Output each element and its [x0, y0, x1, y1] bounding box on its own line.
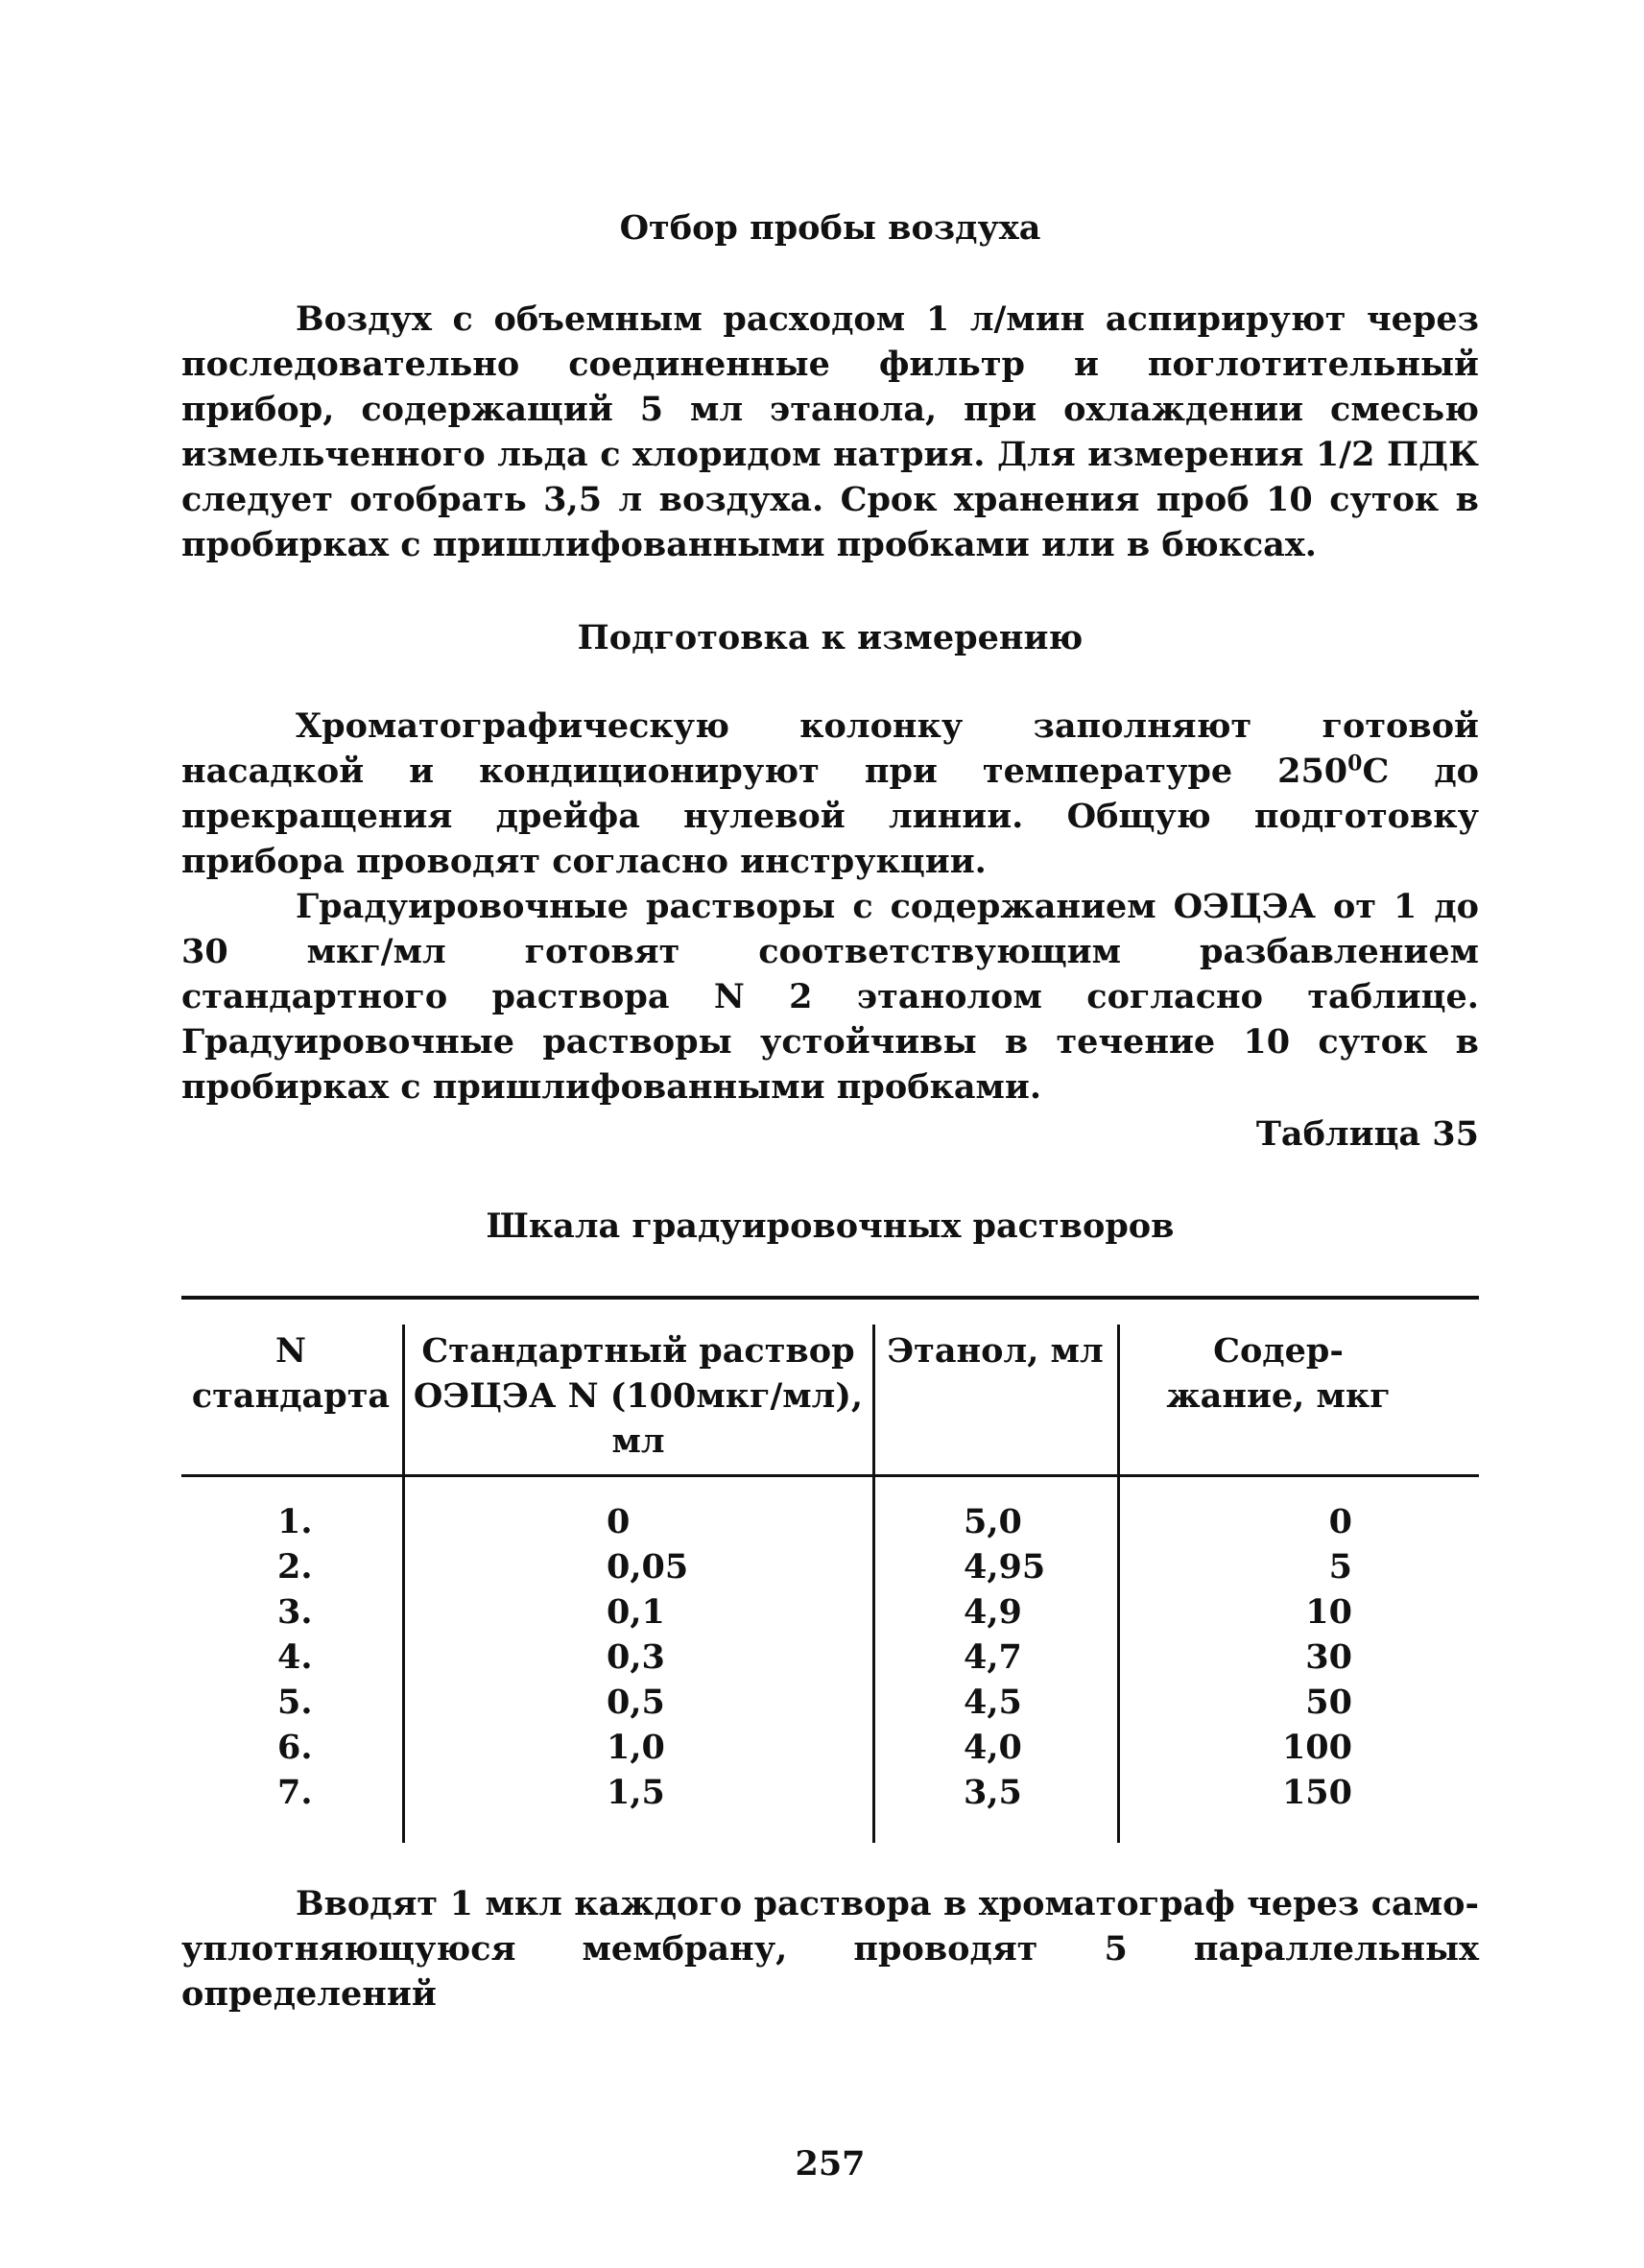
table-cell: 1.: [277, 1502, 313, 1541]
paragraph-air-sampling: Воздух с объемным расходом 1 л/мин аспирируют через последовательно соединенные фильтр и поглотительный прибор, содержащий 5 мл этанола, при охлаждении смесью измельченного льда с хлоридом натрия. Для измерения 1/2 ПДК следует отобрать 3,5 л воздуха. Срок хранения проб 10 суток в пробирках с пришлифованными пробками или в бюксах.: [181, 299, 1479, 564]
table-cell: 0,3: [607, 1637, 665, 1677]
table-cell: 0,05: [607, 1547, 689, 1587]
table-cell: 50: [1305, 1683, 1352, 1722]
column-standard-number: [277, 1499, 354, 1815]
header-line: Содер-: [1213, 1331, 1344, 1371]
header-line: жание, мкг: [1166, 1376, 1391, 1416]
table-cell: 10: [1305, 1592, 1352, 1632]
page-number: 257: [795, 2144, 866, 2184]
table-cell: 4,0: [964, 1728, 1022, 1767]
table-cell: 5,0: [964, 1502, 1022, 1541]
column-standard-solution: [607, 1499, 722, 1815]
paragraph-column-conditioning-end: C до прекращения дрейфа нулевой линии. Общую подготовку прибора проводят согласно инструкции.: [181, 752, 1479, 881]
table-title: Шкала градуировочных растворов: [486, 1206, 1175, 1246]
table-cell: 0: [607, 1502, 631, 1541]
paragraph-column-conditioning-start: Хроматографическую колонку заполняют готовой насадкой и кондиционируют при температуре 250: [181, 706, 1479, 791]
table-cell: 5.: [277, 1683, 313, 1722]
table-cell: 4,9: [964, 1592, 1022, 1632]
header-ethanol: [875, 1328, 1115, 1373]
header-line: N: [275, 1331, 306, 1371]
header-content: [1120, 1328, 1437, 1419]
table-column-divider: [872, 1325, 875, 1843]
table-cell: 4,7: [964, 1637, 1022, 1677]
header-standard-solution: [405, 1328, 871, 1464]
table-cell: 0,1: [607, 1592, 665, 1632]
table-cell: 1,5: [607, 1773, 665, 1812]
table-top-rule: [181, 1296, 1479, 1300]
calibration-table: [181, 1296, 1479, 1843]
table-label: Таблица 35: [1255, 1114, 1479, 1154]
table-cell: 30: [1305, 1637, 1352, 1677]
paragraph-injection: Вводят 1 мкл каждого раствора в хроматограф через самоуплотняющуюся мембрану, проводят 5 параллельных определений: [181, 1884, 1479, 2014]
table-cell: 3.: [277, 1592, 313, 1632]
section-heading-preparation: Подготовка к измерению: [577, 618, 1084, 657]
table-cell: 0: [1328, 1502, 1352, 1541]
degree-superscript: 0: [1347, 751, 1363, 776]
table-cell: 150: [1281, 1773, 1352, 1812]
table-cell: 1,0: [607, 1728, 665, 1767]
table-cell: 3,5: [964, 1773, 1022, 1812]
header-line: ОЭЦЭА N (100мкг/мл),: [413, 1376, 864, 1416]
paragraph-column-conditioning: [181, 704, 1479, 884]
column-content: [1256, 1499, 1352, 1815]
table-cell: 5: [1328, 1547, 1352, 1587]
column-ethanol: [964, 1499, 1079, 1815]
table-cell: 100: [1281, 1728, 1352, 1767]
header-line: Стандартный раствор: [421, 1331, 855, 1371]
table-cell: 2.: [277, 1547, 313, 1587]
table-cell: 4,95: [964, 1547, 1046, 1587]
section-heading-air-sampling: Отбор пробы воздуха: [619, 208, 1041, 248]
table-cell: 4,5: [964, 1683, 1022, 1722]
header-line: мл: [611, 1421, 665, 1461]
header-line: Этанол, мл: [887, 1331, 1104, 1371]
table-header-rule: [181, 1474, 1479, 1477]
paragraph-calibration-solutions: Градуировочные растворы с содержанием ОЭЦЭА от 1 до 30 мкг/мл готовят соответствующим разбавлением стандартного раствора N 2 этанолом согласно таблице. Градуировочные растворы устойчивы в течение 10 суток в пробирках с пришлифованными пробками.: [181, 887, 1479, 1107]
table-cell: 6.: [277, 1728, 313, 1767]
header-line: стандарта: [191, 1376, 391, 1416]
table-cell: 7.: [277, 1773, 313, 1812]
header-standard-number: [181, 1328, 400, 1419]
table-cell: 4.: [277, 1637, 313, 1677]
table-cell: 0,5: [607, 1683, 665, 1722]
